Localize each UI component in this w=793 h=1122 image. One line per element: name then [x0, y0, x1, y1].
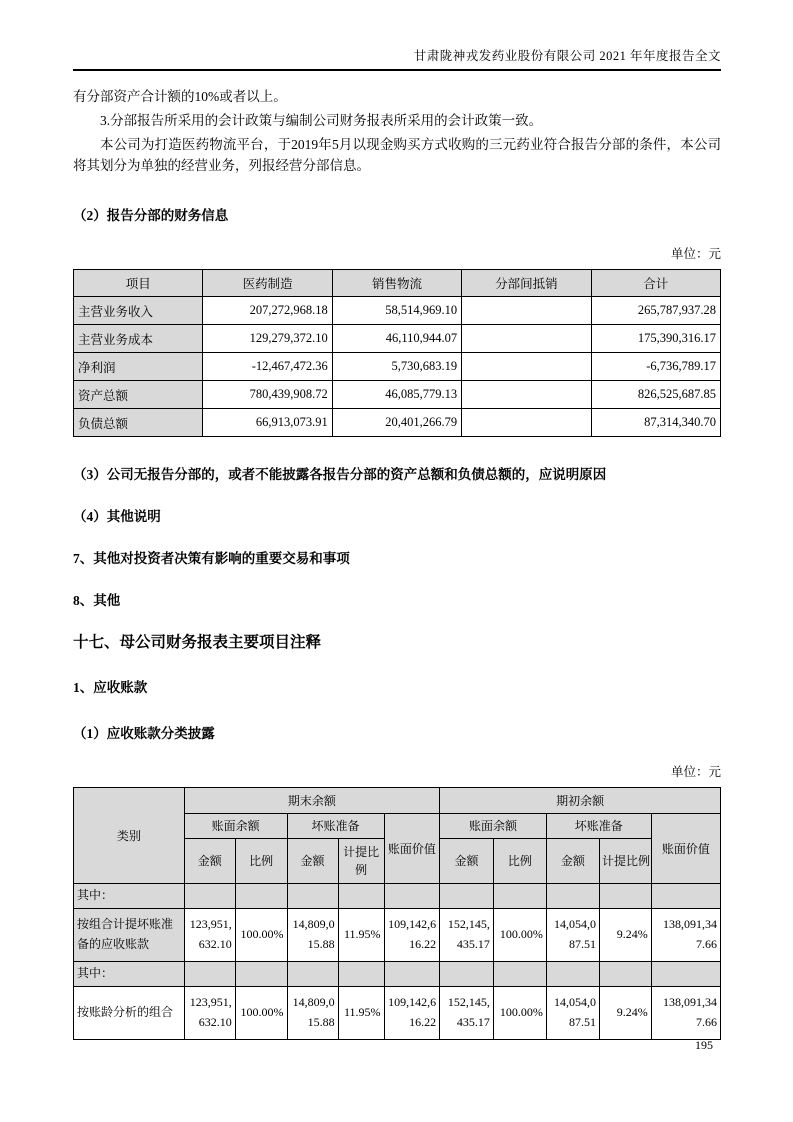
table-row [74, 353, 721, 381]
table-cell: 152,145,435.17 [440, 986, 494, 1039]
table-cell: 14,809,015.88 [287, 986, 338, 1039]
table-cell [384, 884, 440, 909]
table-cell: 123,951,632.10 [184, 986, 235, 1039]
table-cell: 11.95% [338, 986, 384, 1039]
heading-other-notes: （4）其他说明 [73, 509, 161, 524]
table-cell: 207,272,968.18 [203, 297, 332, 325]
header-closing-balance: 期末余额 [184, 788, 440, 814]
table-cell [493, 884, 546, 909]
segment-table-header-row [74, 270, 721, 297]
table-row [74, 381, 721, 409]
table-cell [440, 961, 494, 986]
table-cell: 11.95% [338, 908, 384, 961]
table-row [74, 986, 721, 1039]
row-label: 主营业务成本 [74, 325, 203, 353]
table-cell: 265,787,937.28 [591, 297, 720, 325]
table-cell: 14,809,015.88 [287, 908, 338, 961]
table-cell: 58,514,969.10 [332, 297, 461, 325]
table-cell [462, 297, 591, 325]
table-cell [184, 961, 235, 986]
table-cell: 100.00% [235, 908, 287, 961]
heading-segment-financial-info: （2）报告分部的财务信息 [73, 208, 229, 223]
header-ratio-closing: 比例 [235, 839, 287, 884]
row-label: 净利润 [74, 353, 203, 381]
table-row [74, 908, 721, 961]
table-cell: 175,390,316.17 [591, 325, 720, 353]
header-provision-ratio-opening: 计提比例 [599, 839, 651, 884]
subheader-row [74, 961, 721, 986]
table-cell: 109,142,616.22 [384, 908, 440, 961]
table-cell: -12,467,472.36 [203, 353, 332, 381]
segment-col-elimination: 分部间抵销 [462, 270, 591, 297]
unit-label-receivables-table: 单位：元 [670, 765, 721, 779]
segment-col-item: 项目 [74, 270, 203, 297]
segment-col-manufacturing: 医药制造 [203, 270, 332, 297]
receivables-table [73, 787, 721, 1040]
table-cell [462, 409, 591, 437]
table-cell [462, 325, 591, 353]
table-cell [338, 961, 384, 986]
heading-ar-classification-disclosure: （1）应收账款分类披露 [73, 726, 215, 741]
table-cell [338, 884, 384, 909]
header-amount-closing-balance: 金额 [184, 839, 235, 884]
table-cell: 109,142,616.22 [384, 986, 440, 1039]
paragraph-continuation: 有分部资产合计额的10%或者以上。 [73, 89, 287, 104]
row-label: 按账龄分析的组合 [74, 986, 185, 1039]
subheader-row [74, 884, 721, 909]
table-cell [235, 961, 287, 986]
table-cell: 152,145,435.17 [440, 908, 494, 961]
table-cell: 138,091,347.66 [651, 908, 720, 961]
table-cell [184, 884, 235, 909]
paragraph-accounting-policy: 3.分部报告所采用的会计政策与编制公司财务报表所采用的会计政策一致。 [100, 113, 543, 128]
table-cell: 20,401,266.79 [332, 409, 461, 437]
table-cell [235, 884, 287, 909]
heading-other: 8、其他 [73, 593, 121, 608]
table-cell [546, 961, 599, 986]
table-cell: 14,054,087.51 [546, 908, 599, 961]
table-cell: 826,525,687.85 [591, 381, 720, 409]
header-book-value-opening: 账面价值 [651, 814, 720, 884]
header-category: 类别 [74, 788, 185, 884]
table-cell: 46,110,944.07 [332, 325, 461, 353]
table-row [74, 325, 721, 353]
header-book-balance-closing: 账面余额 [184, 814, 287, 839]
report-header-title: 甘肃陇神戎发药业股份有限公司 2021 年年度报告全文 [73, 46, 721, 71]
header-bad-debt-opening: 坏账准备 [546, 814, 651, 839]
table-cell [462, 353, 591, 381]
unit-label-segment-table: 单位：元 [670, 247, 721, 261]
table-cell: 780,439,908.72 [203, 381, 332, 409]
table-cell: 9.24% [599, 986, 651, 1039]
row-label: 主营业务收入 [74, 297, 203, 325]
table-cell: 100.00% [493, 986, 546, 1039]
table-cell [384, 961, 440, 986]
table-cell [546, 884, 599, 909]
heading-parent-company-notes: 十七、母公司财务报表主要项目注释 [73, 634, 322, 651]
heading-other-important-transactions: 7、其他对投资者决策有影响的重要交易和事项 [73, 551, 350, 566]
table-cell [651, 961, 720, 986]
table-cell [462, 381, 591, 409]
table-cell: 5,730,683.19 [332, 353, 461, 381]
row-label: 按组合计提坏账准备的应收账款 [74, 908, 185, 961]
table-cell [287, 961, 338, 986]
segment-col-total: 合计 [591, 270, 720, 297]
heading-accounts-receivable: 1、应收账款 [73, 680, 148, 695]
table-cell [599, 961, 651, 986]
header-opening-balance: 期初余额 [440, 788, 721, 814]
table-cell [287, 884, 338, 909]
row-label: 资产总额 [74, 381, 203, 409]
table-cell: 14,054,087.51 [546, 986, 599, 1039]
header-book-balance-opening: 账面余额 [440, 814, 547, 839]
header-amount-closing-baddebt: 金额 [287, 839, 338, 884]
table-cell [440, 884, 494, 909]
table-cell: 100.00% [493, 908, 546, 961]
table-row [74, 409, 721, 437]
table-cell: 129,279,372.10 [203, 325, 332, 353]
row-label: 其中： [74, 961, 185, 986]
header-provision-ratio-closing: 计提比例 [338, 839, 384, 884]
table-cell [599, 884, 651, 909]
table-cell: -6,736,789.17 [591, 353, 720, 381]
segment-table [73, 269, 721, 437]
row-label: 其中： [74, 884, 185, 909]
table-cell: 123,951,632.10 [184, 908, 235, 961]
header-ratio-opening: 比例 [493, 839, 546, 884]
page-number: 195 [695, 1038, 713, 1052]
table-cell: 138,091,347.66 [651, 986, 720, 1039]
table-cell: 9.24% [599, 908, 651, 961]
table-cell: 100.00% [235, 986, 287, 1039]
segment-col-logistics: 销售物流 [332, 270, 461, 297]
table-cell: 46,085,779.13 [332, 381, 461, 409]
table-cell: 66,913,073.91 [203, 409, 332, 437]
table-row [74, 297, 721, 325]
header-amount-opening-balance: 金额 [440, 839, 494, 884]
table-cell: 87,314,340.70 [591, 409, 720, 437]
row-label: 负债总额 [74, 409, 203, 437]
paragraph-segment-note: 本公司为打造医药物流平台，于2019年5月以现金购买方式收购的三元药业符合报告分部的条件，本公司将其划分为单独的经营业务，列报经营分部信息。 [73, 137, 721, 173]
header-bad-debt-closing: 坏账准备 [287, 814, 384, 839]
receivables-header-row-1 [74, 788, 721, 814]
header-amount-opening-baddebt: 金额 [546, 839, 599, 884]
table-cell [651, 884, 720, 909]
table-cell [493, 961, 546, 986]
header-book-value-closing: 账面价值 [384, 814, 440, 884]
heading-no-segment-reason: （3）公司无报告分部的，或者不能披露各报告分部的资产总额和负债总额的，应说明原因 [73, 467, 607, 482]
